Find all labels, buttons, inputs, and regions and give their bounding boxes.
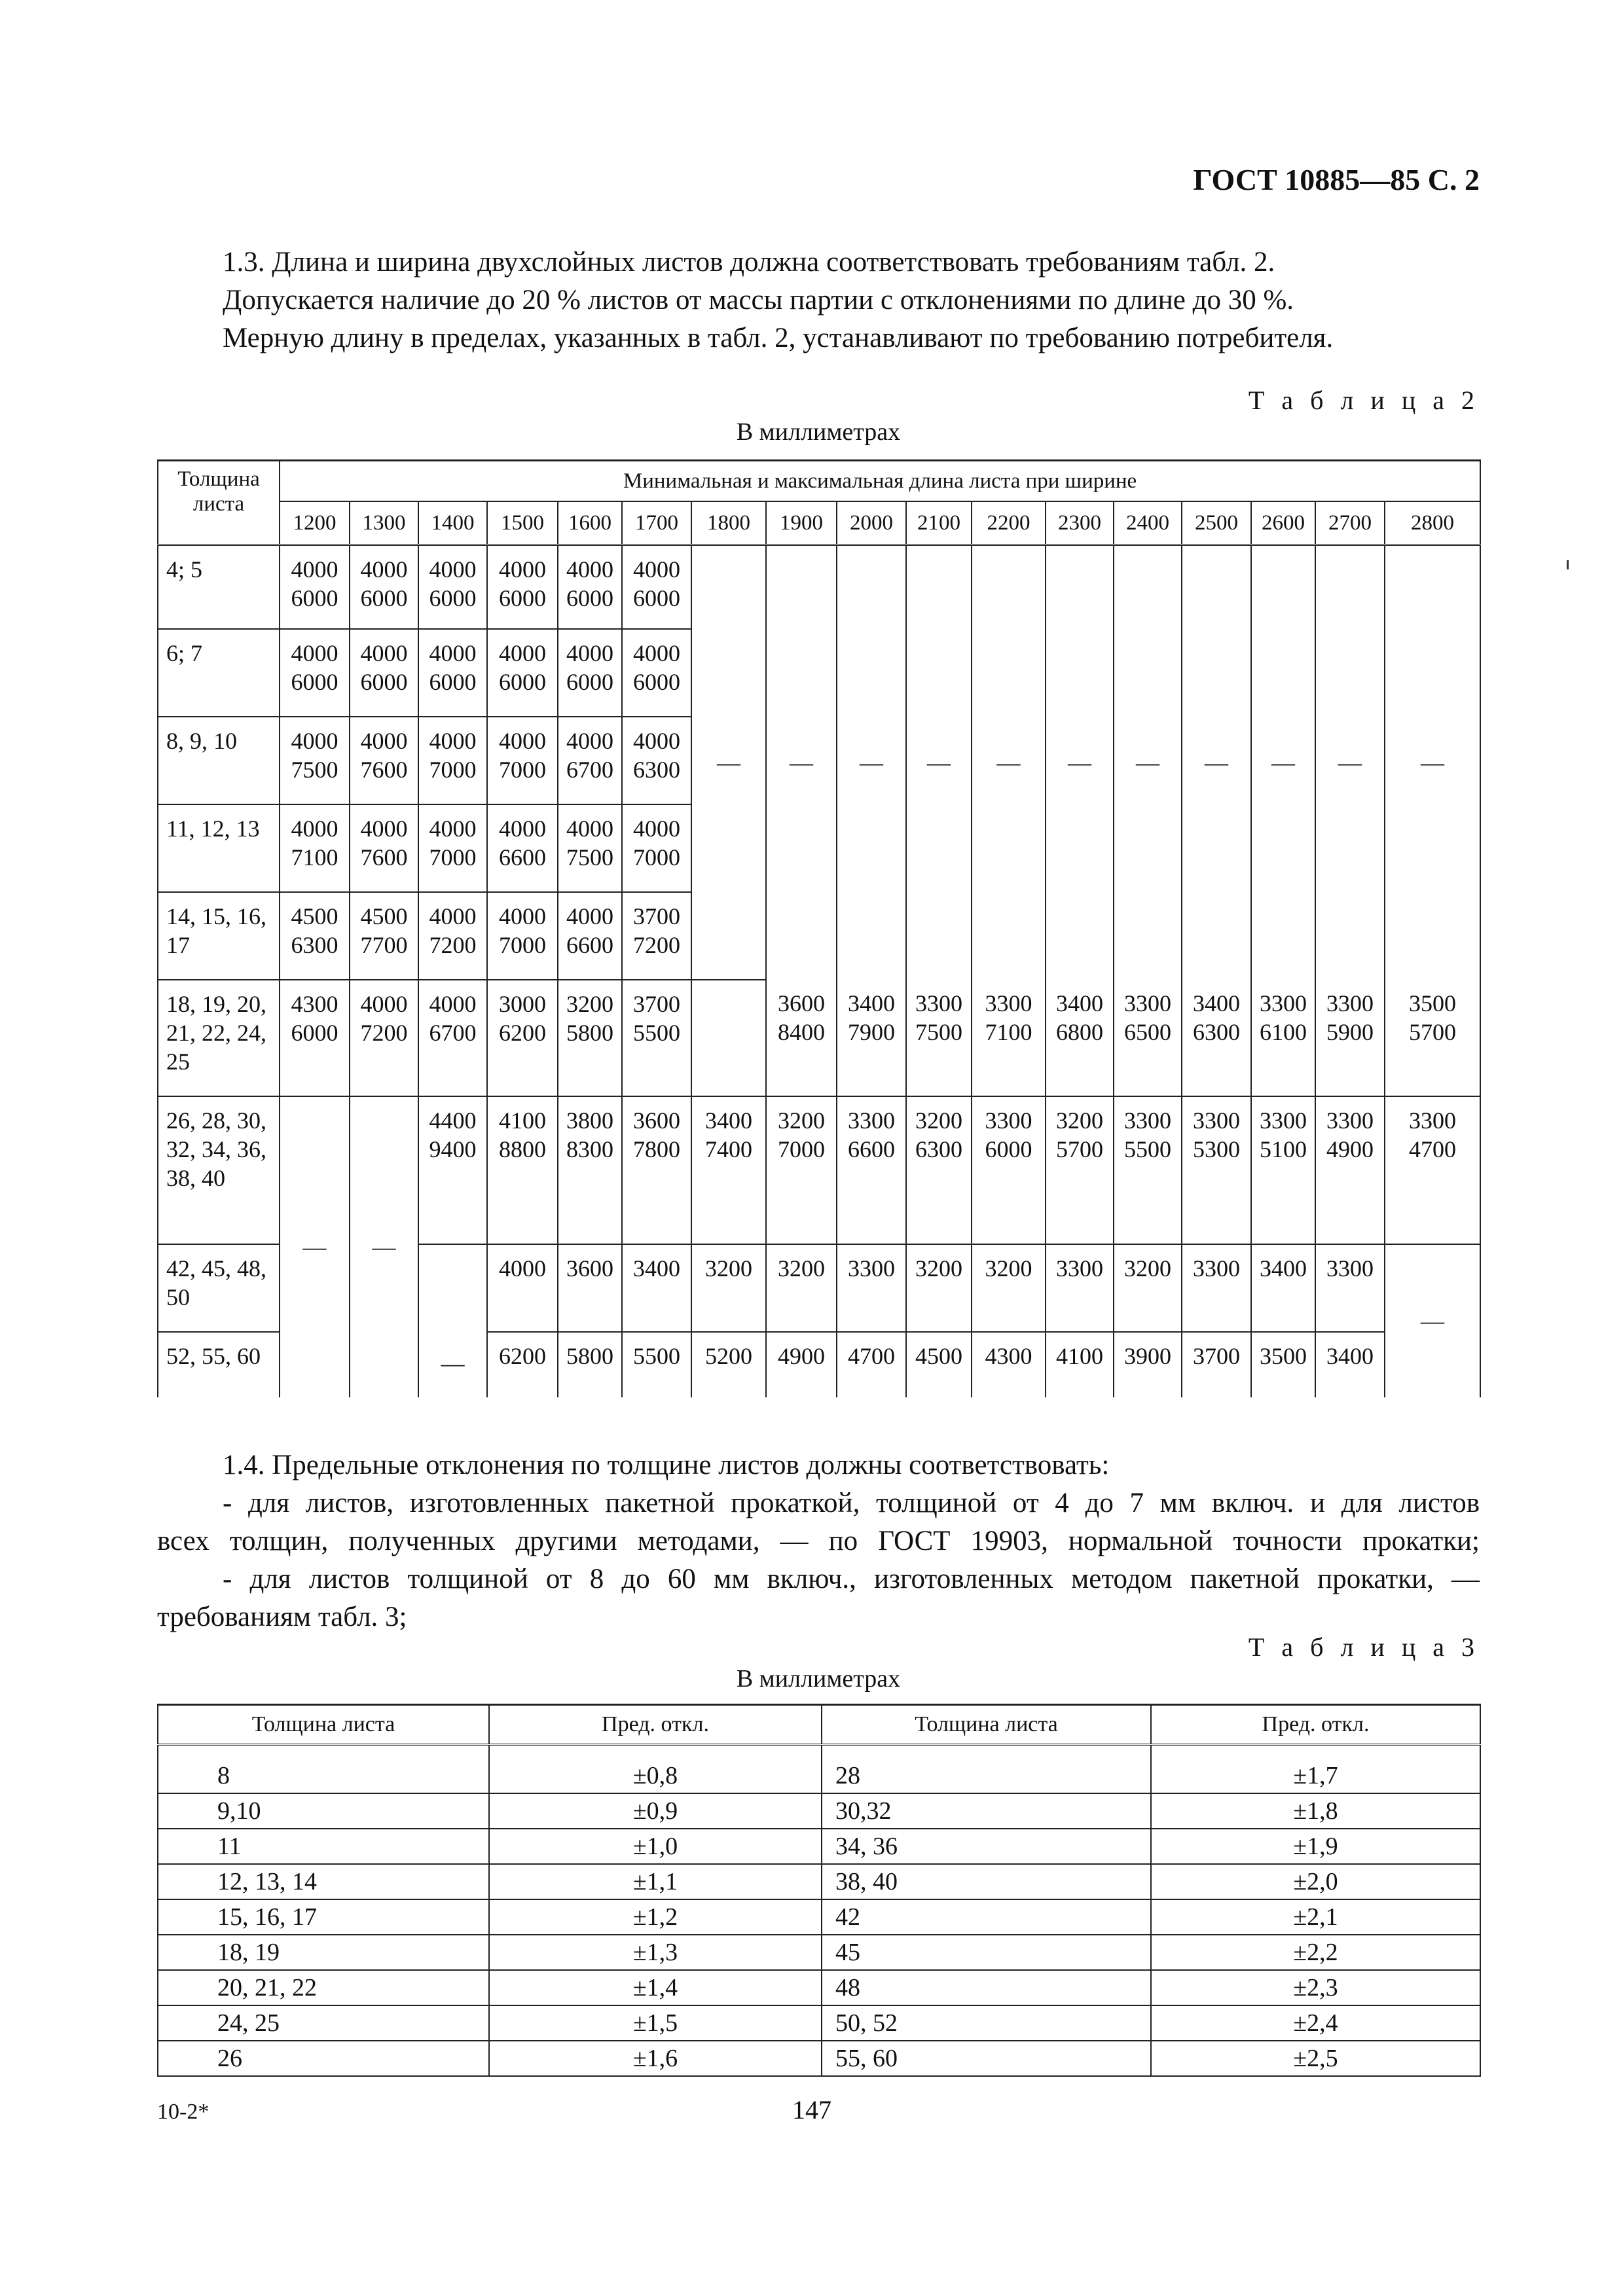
document-header: ГОСТ 10885—85 С. 2 (1193, 163, 1480, 196)
table-cell: 3200 5700 (1046, 1096, 1114, 1244)
table-cell: 6200 (487, 1332, 558, 1397)
row-thickness: 42, 45, 48, 50 (158, 1244, 280, 1332)
thickness-cell: 30,32 (822, 1793, 1151, 1829)
table-row (158, 2005, 1480, 2041)
table-cell: 3400 (1251, 1244, 1315, 1332)
table-cell: 4100 8800 (487, 1096, 558, 1244)
deviation-cell: ±2,2 (1151, 1935, 1480, 1970)
thickness-cell: 38, 40 (822, 1864, 1151, 1899)
header-thickness: Толщина листа (158, 1705, 489, 1745)
table-cell: 3300 5900 (1315, 980, 1385, 1096)
header-length-group: Минимальная и максимальная длина листа при ширине (280, 461, 1480, 502)
dash-cell: — (972, 545, 1046, 980)
table-cell: 4000 7200 (418, 892, 487, 980)
table-cell: 4000 7100 (280, 804, 350, 892)
row-thickness: 26, 28, 30, 32, 34, 36, 38, 40 (158, 1096, 280, 1244)
paragraph-line: всех толщин, полученных другими методами, — по ГОСТ 19903, нормальной точности прокатки; (157, 1526, 1480, 1556)
table-cell: 4500 6300 (280, 892, 350, 980)
table-cell: 4900 (766, 1332, 837, 1397)
thickness-cell: 20, 21, 22 (158, 1970, 489, 2005)
header-thickness: Толщина листа (822, 1705, 1151, 1745)
table-cell: 3300 (1182, 1244, 1251, 1332)
header-width: 1500 (487, 501, 558, 545)
thickness-cell: 45 (822, 1935, 1151, 1970)
table-cell: 3500 (1251, 1332, 1315, 1397)
page-number: 147 (792, 2095, 831, 2125)
dash-cell: — (418, 1244, 487, 1397)
dash-cell: — (1046, 545, 1114, 980)
table-cell: 4000 6600 (487, 804, 558, 892)
table-row (158, 1899, 1480, 1935)
table3-units: В миллиметрах (736, 1665, 901, 1693)
table-cell: 4000 7000 (487, 717, 558, 804)
thickness-cell: 48 (822, 1970, 1151, 2005)
table-cell: 3200 5800 (558, 980, 622, 1096)
table-cell: 3400 6800 (1046, 980, 1114, 1096)
header-width: 2100 (906, 501, 972, 545)
table-cell: 3300 7500 (906, 980, 972, 1096)
table-cell: 4000 6000 (558, 629, 622, 717)
thickness-cell: 12, 13, 14 (158, 1864, 489, 1899)
table-cell: 5800 (558, 1332, 622, 1397)
table-cell: 4000 6000 (418, 629, 487, 717)
header-deviation: Пред. откл. (1151, 1705, 1480, 1745)
table-cell: 3300 7100 (972, 980, 1046, 1096)
table-cell: 4000 6600 (558, 892, 622, 980)
header-width: 2000 (837, 501, 906, 545)
row-thickness: 8, 9, 10 (158, 717, 280, 804)
header-width: 2300 (1046, 501, 1114, 545)
row-thickness: 52, 55, 60 (158, 1332, 280, 1397)
deviation-table (157, 1704, 1481, 2077)
table-cell: 4000 6000 (280, 629, 350, 717)
thickness-cell: 11 (158, 1829, 489, 1864)
table-cell: 5200 (691, 1332, 766, 1397)
table-cell: 3400 (622, 1244, 691, 1332)
table-cell: 3900 (1114, 1332, 1182, 1397)
table-cell: 3600 7800 (622, 1096, 691, 1244)
deviation-cell: ±2,5 (1151, 2041, 1480, 2076)
header-width: 2800 (1385, 501, 1480, 545)
header-width: 1400 (418, 501, 487, 545)
dash-cell: — (691, 545, 766, 980)
row-thickness: 14, 15, 16, 17 (158, 892, 280, 980)
table-row (158, 1935, 1480, 1970)
table-cell: 4000 6000 (487, 629, 558, 717)
header-width: 2700 (1315, 501, 1385, 545)
thickness-cell: 26 (158, 2041, 489, 2076)
deviation-cell: ±1,7 (1151, 1745, 1480, 1794)
header-width: 2600 (1251, 501, 1315, 545)
deviation-cell: ±2,4 (1151, 2005, 1480, 2041)
table-cell: 4000 7500 (280, 717, 350, 804)
row-thickness: 6; 7 (158, 629, 280, 717)
deviation-cell: ±1,8 (1151, 1793, 1480, 1829)
table-cell: 3600 (558, 1244, 622, 1332)
deviation-cell: ±2,3 (1151, 1970, 1480, 2005)
table-row (158, 1745, 1480, 1794)
table-cell: 3400 7400 (691, 1096, 766, 1244)
table-cell: 4000 7000 (622, 804, 691, 892)
dash-cell: — (906, 545, 972, 980)
table-cell: 3200 (766, 1244, 837, 1332)
table-cell: 4000 7000 (418, 804, 487, 892)
thickness-cell: 55, 60 (822, 2041, 1151, 2076)
thickness-cell: 15, 16, 17 (158, 1899, 489, 1935)
thickness-cell: 34, 36 (822, 1829, 1151, 1864)
table-cell: 4000 7600 (350, 804, 418, 892)
paragraph-line: - для листов толщиной от 8 до 60 мм включ., изготовленных методом пакетной прокатки, — (223, 1564, 1480, 1594)
header-width: 1900 (766, 501, 837, 545)
header-thickness: Толщина листа (158, 461, 280, 545)
deviation-cell: ±2,0 (1151, 1864, 1480, 1899)
deviation-cell: ±1,1 (489, 1864, 822, 1899)
table-cell: 3300 5300 (1182, 1096, 1251, 1244)
table-cell: 4000 7600 (350, 717, 418, 804)
dash-cell: — (280, 1096, 350, 1397)
table-cell: 4000 (487, 1244, 558, 1332)
dash-cell: — (837, 545, 906, 980)
table-cell: 4000 6000 (418, 545, 487, 629)
table-cell: 3700 (1182, 1332, 1251, 1397)
dash-cell: — (1182, 545, 1251, 980)
table2-units: В миллиметрах (736, 418, 901, 446)
thickness-cell: 50, 52 (822, 2005, 1151, 2041)
table-cell: 4000 6000 (622, 629, 691, 717)
dash-cell: — (1315, 545, 1385, 980)
table-cell: 3500 5700 (1385, 980, 1480, 1096)
paragraph-line: 1.4. Предельные отклонения по толщине листов должны соответствовать: (223, 1450, 1110, 1480)
header-deviation: Пред. откл. (489, 1705, 822, 1745)
table-cell: 4000 7500 (558, 804, 622, 892)
header-width: 1800 (691, 501, 766, 545)
dash-cell: — (1385, 545, 1480, 980)
table-row (158, 2041, 1480, 2076)
table-cell: 3200 7000 (766, 1096, 837, 1244)
deviation-cell: ±0,9 (489, 1793, 822, 1829)
table-cell: 4000 7200 (350, 980, 418, 1096)
table-cell: 3600 8400 (766, 980, 837, 1096)
table-cell: 4500 7700 (350, 892, 418, 980)
table-cell: 4400 9400 (418, 1096, 487, 1244)
table-cell: 3300 5500 (1114, 1096, 1182, 1244)
table-cell: 3300 (1315, 1244, 1385, 1332)
table-cell: 4000 6300 (622, 717, 691, 804)
table-cell: 5500 (622, 1332, 691, 1397)
paragraph-line: требованиям табл. 3; (157, 1602, 407, 1632)
table-row (158, 1793, 1480, 1829)
table-cell: 4000 6000 (487, 545, 558, 629)
table-cell: 3200 (691, 1244, 766, 1332)
table-cell: 3400 (1315, 1332, 1385, 1397)
table-cell: 4000 6700 (558, 717, 622, 804)
header-width: 1700 (622, 501, 691, 545)
deviation-cell: ±1,4 (489, 1970, 822, 2005)
table-cell: 3000 6200 (487, 980, 558, 1096)
margin-mark (1567, 560, 1569, 569)
row-thickness: 11, 12, 13 (158, 804, 280, 892)
thickness-cell: 28 (822, 1745, 1151, 1794)
table-cell: 3300 5100 (1251, 1096, 1315, 1244)
table-cell: 4300 6000 (280, 980, 350, 1096)
table-cell: 4000 7000 (418, 717, 487, 804)
paragraph-line: Допускается наличие до 20 % листов от массы партии с отклонениями по длине до 30 %. (223, 285, 1294, 315)
dash-cell: — (1251, 545, 1315, 980)
length-table (157, 459, 1481, 1397)
table-cell: 4000 6000 (350, 545, 418, 629)
table-cell: 3300 4900 (1315, 1096, 1385, 1244)
table-cell: 4000 6000 (622, 545, 691, 629)
table-cell: 3200 (1114, 1244, 1182, 1332)
table-cell: 3200 6300 (906, 1096, 972, 1244)
section-1-4 (157, 1446, 1480, 1636)
thickness-cell: 9,10 (158, 1793, 489, 1829)
table-cell: 4300 (972, 1332, 1046, 1397)
header-width: 1300 (350, 501, 418, 545)
deviation-cell: ±1,3 (489, 1935, 822, 1970)
table-cell: 3300 6000 (972, 1096, 1046, 1244)
thickness-cell: 8 (158, 1745, 489, 1794)
table-cell: 3300 (1046, 1244, 1114, 1332)
table-cell (691, 980, 766, 1096)
deviation-cell: ±1,5 (489, 2005, 822, 2041)
table-cell: 3300 6100 (1251, 980, 1315, 1096)
deviation-cell: ±1,9 (1151, 1829, 1480, 1864)
header-width: 1200 (280, 501, 350, 545)
table-cell: 3700 5500 (622, 980, 691, 1096)
paragraph-line: Мерную длину в пределах, указанных в табл. 2, устанавливают по требованию потребителя. (223, 323, 1334, 353)
paragraph-line: 1.3. Длина и ширина двухслойных листов должна соответствовать требованиям табл. 2. (223, 247, 1275, 278)
table-cell: 4700 (837, 1332, 906, 1397)
dash-cell: — (350, 1096, 418, 1397)
thickness-cell: 18, 19 (158, 1935, 489, 1970)
table-cell: 4500 (906, 1332, 972, 1397)
table-cell: 4000 6000 (350, 629, 418, 717)
paragraph-line: - для листов, изготовленных пакетной прокаткой, толщиной от 4 до 7 мм включ. и для листов (223, 1488, 1480, 1518)
row-thickness: 18, 19, 20, 21, 22, 24, 25 (158, 980, 280, 1096)
table-cell: 3300 (837, 1244, 906, 1332)
table2-caption: Т а б л и ц а 2 (1248, 386, 1480, 415)
table3-caption: Т а б л и ц а 3 (1248, 1632, 1480, 1662)
table-cell: 3300 6600 (837, 1096, 906, 1244)
table-cell: 3800 8300 (558, 1096, 622, 1244)
deviation-cell: ±2,1 (1151, 1899, 1480, 1935)
table-cell: 3700 7200 (622, 892, 691, 980)
footer-sheet-code: 10-2* (157, 2100, 210, 2124)
dash-cell: — (766, 545, 837, 980)
deviation-cell: ±0,8 (489, 1745, 822, 1794)
thickness-cell: 42 (822, 1899, 1151, 1935)
header-width: 2400 (1114, 501, 1182, 545)
table-cell: 4000 6700 (418, 980, 487, 1096)
row-thickness: 4; 5 (158, 545, 280, 629)
dash-cell: — (1114, 545, 1182, 980)
header-width: 2500 (1182, 501, 1251, 545)
table-cell: 4000 6000 (280, 545, 350, 629)
deviation-cell: ±1,2 (489, 1899, 822, 1935)
table-row (158, 1864, 1480, 1899)
table-cell: 3400 7900 (837, 980, 906, 1096)
table-cell: 3200 (906, 1244, 972, 1332)
table-row (158, 1829, 1480, 1864)
table-cell: 4100 (1046, 1332, 1114, 1397)
deviation-cell: ±1,0 (489, 1829, 822, 1864)
table-cell: 3300 6500 (1114, 980, 1182, 1096)
section-1-3 (157, 243, 1480, 357)
thickness-cell: 24, 25 (158, 2005, 489, 2041)
dash-cell: — (1385, 1244, 1480, 1397)
table-cell: 3300 4700 (1385, 1096, 1480, 1244)
table-cell: 4000 6000 (558, 545, 622, 629)
table-cell: 3200 (972, 1244, 1046, 1332)
header-width: 2200 (972, 501, 1046, 545)
header-width: 1600 (558, 501, 622, 545)
deviation-cell: ±1,6 (489, 2041, 822, 2076)
table-cell: 3400 6300 (1182, 980, 1251, 1096)
table-row (158, 1970, 1480, 2005)
table-cell: 4000 7000 (487, 892, 558, 980)
